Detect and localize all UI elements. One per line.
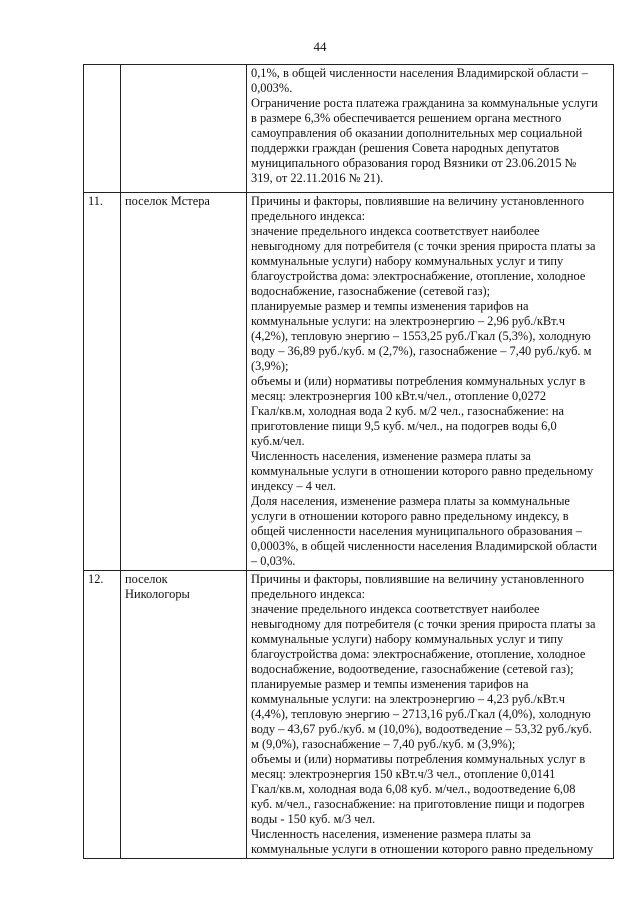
description-line: благоустройства дома: электроснабжение, отопление, холодное <box>251 647 586 661</box>
settlement-name-cell <box>121 65 247 193</box>
description-line: Численность населения, изменение размера платы за <box>251 449 531 463</box>
description-line: коммунальные услуги: на электроэнергию – 4,23 руб./кВт.ч <box>251 692 565 706</box>
description-line: приготовление пищи 9,5 куб. м/чел., на подогрев воды 6,0 <box>251 419 557 433</box>
row-number-cell <box>84 65 121 193</box>
description-line: благоустройства дома: электроснабжение, отопление, холодное <box>251 269 586 283</box>
description-cell <box>247 193 614 571</box>
settlement-name-cell <box>121 193 247 571</box>
description-line: услуги в отношении которого равно предельному индексу, в <box>251 509 569 523</box>
description-line: коммунальные услуги в отношении которого равно предельному <box>251 842 594 856</box>
description-line: муниципального образования город Вязники от 23.06.2015 № <box>251 156 577 170</box>
description-line: невыгодному для потребителя (с точки зрения прироста платы за <box>251 617 596 631</box>
description-line: объемы и (или) нормативы потребления коммунальных услуг в <box>251 374 586 388</box>
description-line: общей численности населения муниципального образования – <box>251 524 582 538</box>
description-line: Численность населения, изменение размера платы за <box>251 827 531 841</box>
settlement-name-line: Никологоры <box>125 587 190 601</box>
description-line: 0,1%, в общей численности населения Владимирской области – <box>251 66 588 80</box>
description-line: самоуправления об оказании дополнительных мер социальной <box>251 126 583 140</box>
description-line: в размере 6,3% обеспечивается решением органа местного <box>251 111 562 125</box>
description-line: Причины и факторы, повлиявшие на величину установленного <box>251 572 585 586</box>
page-number: 44 <box>313 39 327 54</box>
description-line: 319, от 22.11.2016 № 21). <box>251 171 384 185</box>
description-line: (4,2%), тепловую энергию – 1553,25 руб./Гкал (5,3%), холодную <box>251 329 591 343</box>
description-line: поддержки граждан (решения Совета народных депутатов <box>251 141 560 155</box>
description-line: Ограничение роста платежа гражданина за коммунальные услуги <box>251 96 598 110</box>
description-line: (4,4%), тепловую энергию – 2713,16 руб./Гкал (4,0%), холодную <box>251 707 591 721</box>
description-line: Доля населения, изменение размера платы за коммунальные <box>251 494 570 508</box>
description-line: Гкал/кв.м, холодная вода 6,08 куб. м/чел., водоотведение 6,08 <box>251 782 576 796</box>
municipal-index-table <box>83 64 614 859</box>
description-line: водоснабжение, водоотведение, газоснабжение (сетевой газ); <box>251 662 574 676</box>
description-line: Причины и факторы, повлиявшие на величину установленного <box>251 194 585 208</box>
row-number-cell: 12. <box>84 571 121 859</box>
description-line: (3,9%); <box>251 359 289 373</box>
description-line: значение предельного индекса соответствует наиболее <box>251 602 540 616</box>
description-line: предельного индекса: <box>251 209 366 223</box>
row-number-cell: 11. <box>84 193 121 571</box>
description-cell <box>247 65 614 193</box>
description-line: невыгодному для потребителя (с точки зрения прироста платы за <box>251 239 596 253</box>
settlement-name-cell <box>121 571 247 859</box>
description-line: предельного индекса: <box>251 587 366 601</box>
description-line: планируемые размер и темпы изменения тарифов на <box>251 677 529 691</box>
description-line: объемы и (или) нормативы потребления коммунальных услуг в <box>251 752 586 766</box>
description-line: коммунальные услуги в отношении которого равно предельному <box>251 464 594 478</box>
description-line: 0,003%. <box>251 81 293 95</box>
table-row <box>84 193 614 571</box>
table-row <box>84 571 614 859</box>
description-line: планируемые размер и темпы изменения тарифов на <box>251 299 529 313</box>
description-line: куб.м/чел. <box>251 434 305 448</box>
description-line: воду – 43,67 руб./куб. м (10,0%), водоотведение – 53,32 руб./куб. <box>251 722 592 736</box>
description-line: индексу – 4 чел. <box>251 479 337 493</box>
table-row <box>84 65 614 193</box>
description-line: коммунальные услуги) набору коммунальных услуг и типу <box>251 632 564 646</box>
settlement-name-line: поселок <box>125 572 168 586</box>
description-line: воду – 36,89 руб./куб. м (2,7%), газоснабжение – 7,40 руб./куб. м <box>251 344 592 358</box>
description-line: Гкал/кв.м, холодная вода 2 куб. м/2 чел., газоснабжение: на <box>251 404 565 418</box>
description-line: месяц: электроэнергия 150 кВт.ч/3 чел., отопление 0,0141 <box>251 767 556 781</box>
description-line: коммунальные услуги) набору коммунальных услуг и типу <box>251 254 564 268</box>
description-line: куб. м/чел., газоснабжение: на приготовление пищи и подогрев <box>251 797 585 811</box>
table-body <box>84 65 614 859</box>
description-line: – 0,03%. <box>251 554 296 568</box>
description-line: значение предельного индекса соответствует наиболее <box>251 224 540 238</box>
description-line: м (9,0%), газоснабжение – 7,40 руб./куб. м (3,9%); <box>251 737 516 751</box>
description-cell <box>247 571 614 859</box>
description-line: месяц: электроэнергия 100 кВт.ч/чел., отопление 0,0272 <box>251 389 547 403</box>
description-line: коммунальные услуги: на электроэнергию – 2,96 руб./кВт.ч <box>251 314 565 328</box>
description-line: водоснабжение, газоснабжение (сетевой газ); <box>251 284 491 298</box>
description-line: воды - 150 куб. м/3 чел. <box>251 812 376 826</box>
description-line: 0,0003%, в общей численности населения Владимирской области <box>251 539 598 553</box>
settlement-name-line: поселок Мстера <box>125 194 210 208</box>
